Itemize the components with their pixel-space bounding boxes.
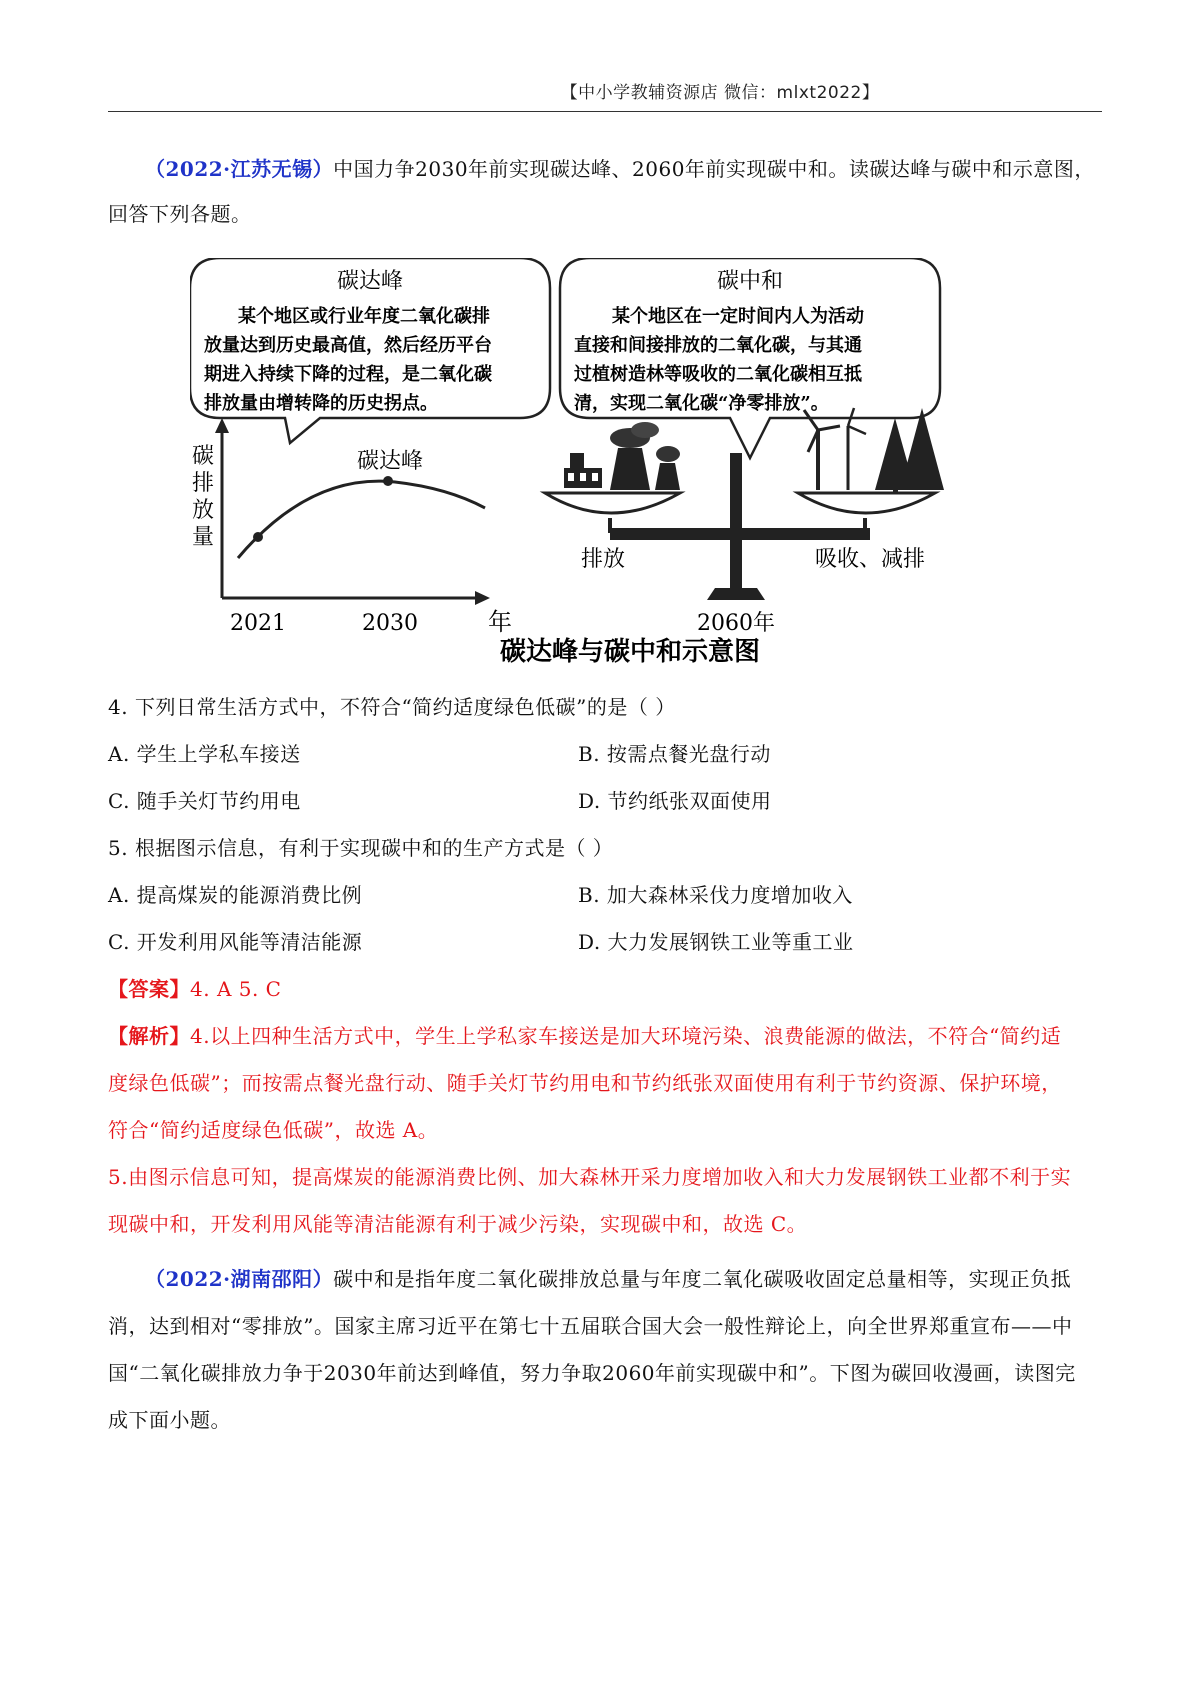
- x-axis-arrow: [475, 591, 490, 605]
- analysis-p1-line2: 度绿色低碳”；而按需点餐光盘行动、随手关灯节约用电和节约纸张双面使用有利于节约资源、保护环境，: [108, 1071, 1062, 1095]
- neutral-bubble-title: 碳中和: [716, 269, 784, 294]
- peak-bubble-line3: 期进入持续下降的过程，是二氧化碳: [204, 364, 492, 385]
- q2-intro-line1: [145, 1265, 1071, 1293]
- answer-label: 【答案】: [108, 977, 190, 1001]
- analysis-p2-line1: 5.由图示信息可知，提高煤炭的能源消费比例、加大森林开采力度增加收入和大力发展钢铁工业都不利于实: [108, 1165, 1072, 1189]
- q2-text-line4: 成下面小题。: [108, 1408, 231, 1432]
- carbon-diagram: [190, 258, 1070, 668]
- analysis-p1-line3: 符合“简约适度绿色低碳”，故选 A。: [108, 1118, 439, 1142]
- q1-source: （2022·江苏无锡）: [145, 157, 334, 181]
- balance-year: 2060年: [697, 611, 775, 636]
- right-pan-label: 吸收、减排: [814, 547, 926, 572]
- q1-intro-text: 中国力争2030年前实现碳达峰、2060年前实现碳中和。读碳达峰与碳中和示意图，: [333, 157, 1095, 181]
- emission-curve-chart: [192, 418, 512, 636]
- peak-bubble: [190, 258, 550, 443]
- factory-icon: [564, 422, 680, 490]
- peak-bubble-line4: 排放量由增转降的历史拐点。: [204, 393, 438, 414]
- x-tick-2021: 2021: [230, 611, 286, 636]
- neutral-bubble: [560, 258, 940, 458]
- q2-text-line3: 国“二氧化碳排放力争于2030年前达到峰值，努力争取2060年前实现碳中和”。下图为碳回收漫画，读图完: [108, 1361, 1076, 1385]
- y-axis-label-char4: 量: [192, 525, 215, 550]
- q2-text-line2: 消，达到相对“零排放”。国家主席习近平在第七十五届联合国大会一般性辩论上，向全世界郑重宣布——中: [108, 1314, 1073, 1338]
- x-tick-2030: 2030: [362, 611, 418, 636]
- peak-bubble-title: 碳达峰: [336, 269, 404, 294]
- neutral-bubble-line1: 某个地区在一定时间内人为活动: [612, 306, 864, 327]
- y-axis-label-char1: 碳: [192, 444, 215, 469]
- point-2030-peak: [383, 476, 393, 486]
- balance-post: [730, 453, 742, 588]
- answer-text: 4. A 5. C: [190, 977, 282, 1001]
- q2-text-line1: 碳中和是指年度二氧化碳排放总量与年度二氧化碳吸收固定总量相等，实现正负抵: [333, 1267, 1072, 1291]
- q5-option-d: D. 大力发展钢铁工业等重工业: [578, 930, 854, 954]
- peak-label: 碳达峰: [356, 449, 424, 474]
- wind-turbine-tree-icon: [804, 408, 944, 493]
- header-rule: [108, 111, 1102, 112]
- x-axis-label: 年: [488, 608, 512, 636]
- emission-curve: [238, 481, 485, 558]
- analysis-line1: [108, 1022, 1061, 1050]
- peak-bubble-line1: 某个地区或行业年度二氧化碳排: [238, 306, 490, 327]
- neutral-bubble-line3: 过植树造林等吸收的二氧化碳相互抵: [574, 364, 862, 385]
- q5-option-c: C. 开发利用风能等清洁能源: [108, 930, 363, 954]
- q4-option-a: A. 学生上学私车接送: [108, 742, 301, 766]
- q1-intro-line2: 回答下列各题。: [108, 202, 252, 226]
- balance-base: [707, 588, 765, 600]
- peak-bubble-line2: 放量达到历史最高值，然后经历平台: [204, 335, 492, 356]
- right-pan: [798, 493, 935, 513]
- y-axis-label-char3: 放: [192, 498, 215, 523]
- left-pan: [545, 493, 680, 513]
- neutral-bubble-line4: 清，实现二氧化碳“净零排放”。: [574, 393, 829, 414]
- y-axis-arrow: [215, 418, 229, 433]
- analysis-label: 【解析】: [108, 1024, 190, 1048]
- carbon-figure: [190, 258, 1070, 668]
- q5-stem: 5. 根据图示信息，有利于实现碳中和的生产方式是（ ）: [108, 836, 614, 860]
- q5-option-b: B. 加大森林采伐力度增加收入: [578, 883, 853, 907]
- left-pan-label: 排放: [580, 547, 626, 572]
- q4-option-d: D. 节约纸张双面使用: [578, 789, 772, 813]
- analysis-p1-line1: 4.以上四种生活方式中，学生上学私家车接送是加大环境污染、浪费能源的做法，不符合“简约适: [190, 1024, 1062, 1048]
- q4-option-b: B. 按需点餐光盘行动: [578, 742, 771, 766]
- q4-option-c: C. 随手关灯节约用电: [108, 789, 301, 813]
- answer-line: [108, 975, 281, 1003]
- figure-caption: 碳达峰与碳中和示意图: [499, 637, 761, 667]
- q1-intro-line1: [145, 155, 1095, 183]
- point-2021: [253, 532, 263, 542]
- analysis-p2-line2: 现碳中和，开发利用风能等清洁能源有利于减少污染，实现碳中和，故选 C。: [108, 1212, 808, 1236]
- page-header: 【中小学教辅资源店 微信：mlxt2022】: [560, 83, 880, 103]
- q4-stem: 4. 下列日常生活方式中，不符合“简约适度绿色低碳”的是（ ）: [108, 695, 676, 719]
- y-axis-label-char2: 排: [192, 471, 215, 496]
- q5-option-a: A. 提高煤炭的能源消费比例: [108, 883, 363, 907]
- neutral-bubble-line2: 直接和间接排放的二氧化碳，与其通: [574, 335, 862, 356]
- q2-source: （2022·湖南邵阳）: [145, 1267, 334, 1291]
